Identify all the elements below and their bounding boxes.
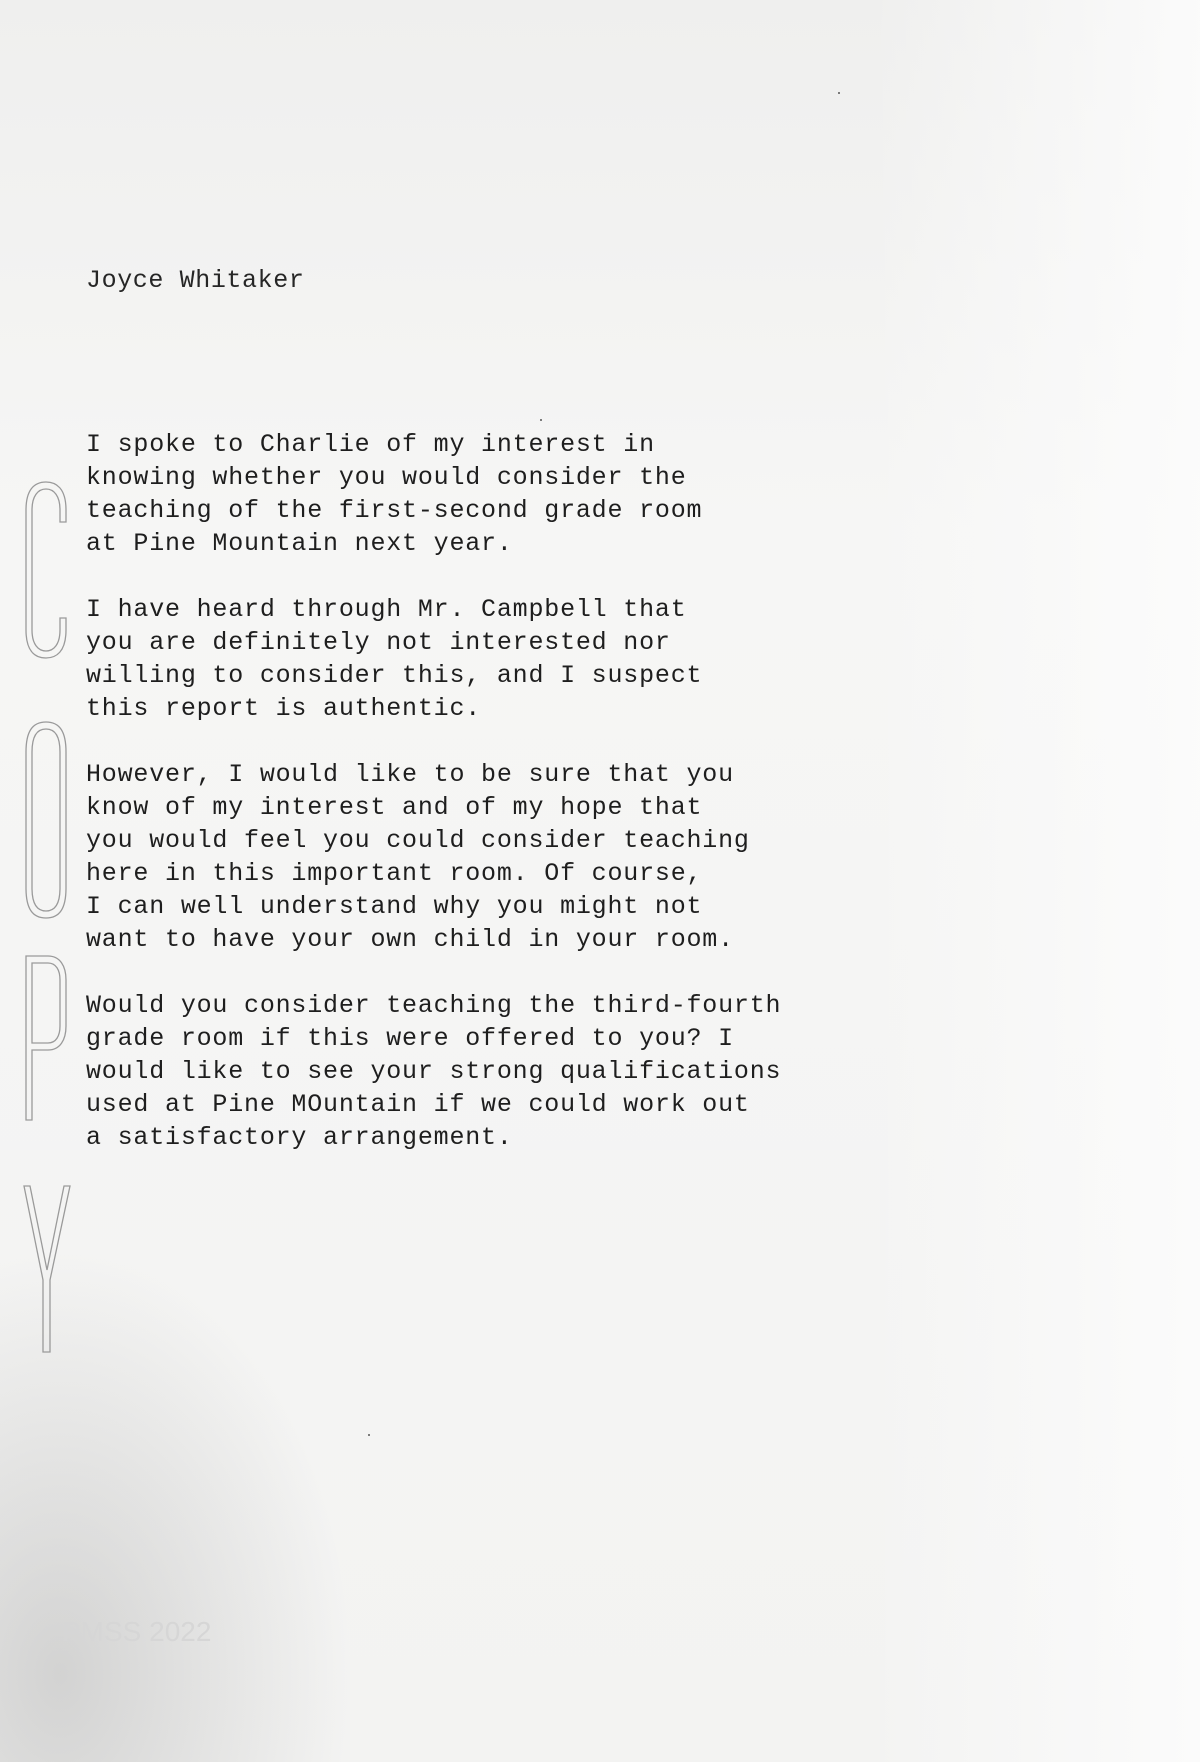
letter-paragraph: However, I would like to be sure that you know of my interest and of my hope that you would feel you could consider teaching here in this important room. Of course, I can well understand why you might not want to have your own child in your room. bbox=[86, 760, 750, 954]
paper-shading bbox=[870, 0, 1200, 1762]
paper-speck bbox=[540, 419, 542, 421]
paper-speck bbox=[368, 1434, 370, 1436]
copy-stamp-graphic bbox=[20, 480, 80, 1370]
recipient-name: Joyce Whitaker bbox=[86, 266, 305, 295]
paper-speck bbox=[838, 92, 840, 94]
stamp-letter-p bbox=[26, 956, 66, 1120]
letter-body bbox=[86, 428, 866, 1187]
stamp-letter-y bbox=[24, 1186, 70, 1352]
stamp-letter-c bbox=[26, 482, 66, 658]
archive-watermark: PMSS 2022 bbox=[62, 1616, 212, 1647]
letter-paragraph: I spoke to Charlie of my interest in knowing whether you would consider the teaching of the first-second grade room at Pine Mountain next year. bbox=[86, 430, 703, 558]
letter-paragraph: Would you consider teaching the third-fourth grade room if this were offered to you? I would like to see your strong qualifications used at Pine MOuntain if we could work out a satisfactory arrangement. bbox=[86, 991, 782, 1152]
copy-stamp bbox=[20, 480, 80, 1370]
letter-paragraph: I have heard through Mr. Campbell that you are definitely not interested nor willing to consider this, and I suspect this report is authentic. bbox=[86, 595, 703, 723]
stamp-letter-o bbox=[26, 722, 66, 918]
